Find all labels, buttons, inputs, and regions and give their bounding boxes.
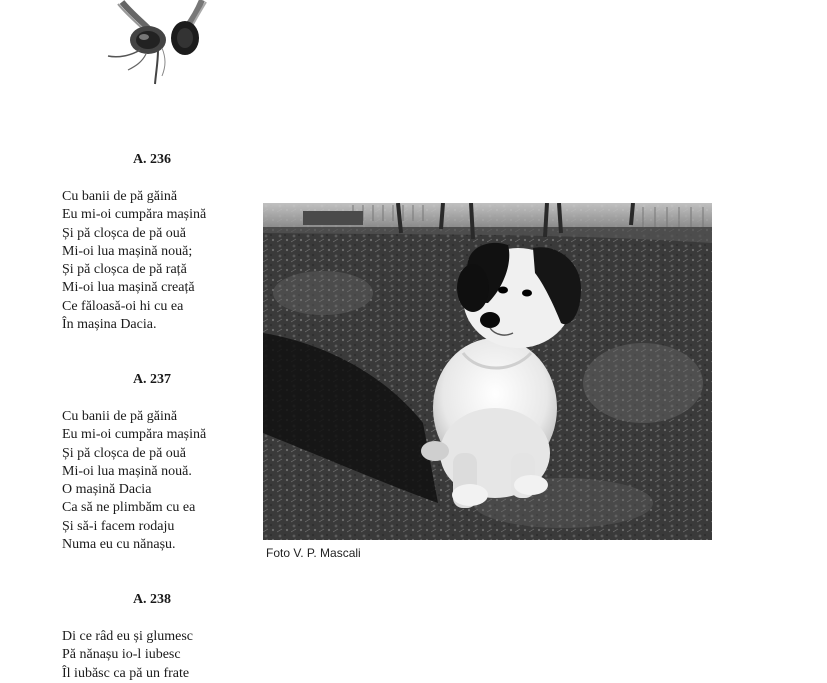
poem-line: Pă nănașu io-l iubesc (62, 647, 181, 663)
poem-line: Cu banii de pă găină (62, 189, 178, 204)
poem-line: Ca să ne plimbăm cu ea (62, 500, 196, 516)
poem-line: Mi-oi lua mașină nouă; (62, 243, 193, 259)
ornament-illustration (100, 0, 215, 90)
poem-text (62, 188, 252, 334)
poem-line: Ce făloasă-oi hi cu ea (62, 298, 184, 314)
section-heading: A. 236 (132, 152, 172, 167)
poem-line: Eu mi-oi cumpăra mașină (62, 207, 207, 223)
section-heading: A. 238 (132, 592, 172, 607)
poem-line: Numa eu cu nănașu. (62, 537, 176, 553)
poem-line: Îl iubăsc ca pă un frate (62, 665, 190, 681)
poem-line: Și pă cloșca de pă rață (62, 262, 187, 278)
poem-text (62, 408, 252, 554)
poem-line: O mașină Dacia (62, 482, 152, 498)
poem-line: Și să-i facem rodaju (62, 518, 175, 534)
section-heading: A. 237 (132, 372, 172, 387)
poem-line: Mi-oi lua mașină nouă. (62, 463, 192, 479)
poem-line: Cu banii de pă găină (62, 409, 178, 424)
poem-line: Di ce râd eu și glumesc (62, 629, 194, 644)
poem-line: Eu mi-oi cumpăra mașină (62, 427, 207, 443)
poem-line: Și pă cloșca de pă ouă (62, 225, 187, 241)
poem-line: Și pă cloșca de pă ouă (62, 445, 187, 461)
photo-caption: Foto V. P. Mascali (266, 546, 361, 560)
poem-line: În mașina Dacia. (62, 317, 157, 333)
puppy-photo (263, 203, 712, 540)
poem-line: Mi-oi lua mașină creață (62, 280, 195, 296)
